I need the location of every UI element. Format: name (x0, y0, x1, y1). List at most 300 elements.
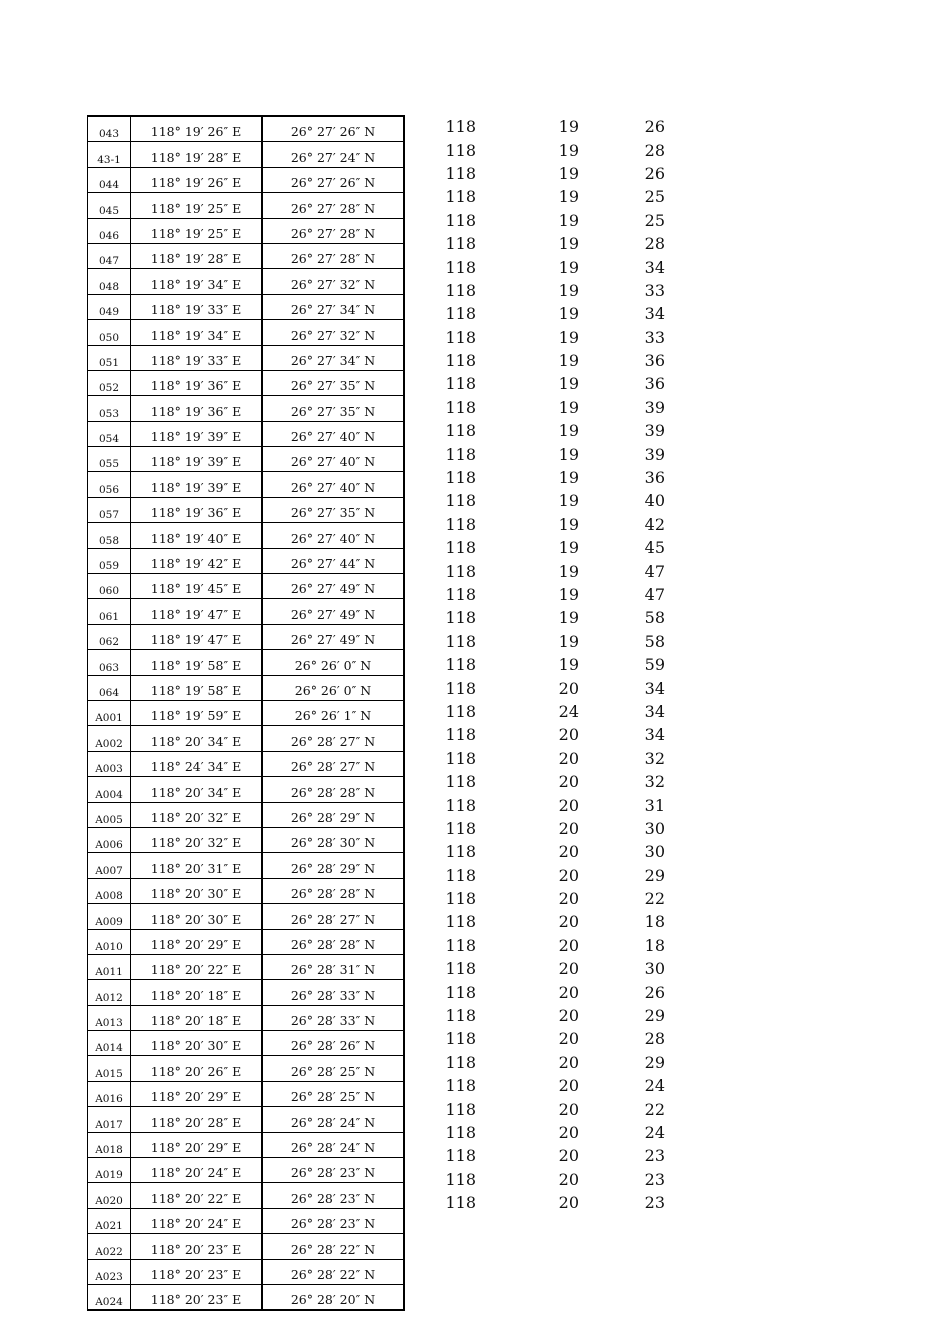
coordinate-row (88, 599, 405, 624)
coordinate-row (88, 1107, 405, 1132)
longitude-cell: 118° 19′ 39″ E (131, 447, 263, 472)
coordinate-row (88, 751, 405, 776)
seconds-cell: 24 (644, 1122, 665, 1142)
seconds-cell: 25 (644, 187, 665, 207)
point-id-cell: A018 (88, 1132, 131, 1157)
dms-row (405, 1144, 665, 1167)
minutes-cell: 20 (558, 772, 579, 792)
latitude-cell: 26° 28′ 27″ N (262, 904, 404, 929)
latitude-cell: 26° 27′ 24″ N (262, 142, 404, 167)
minutes-cell: 19 (558, 327, 579, 347)
seconds-cell: 42 (644, 514, 665, 534)
degrees-cell: 118 (445, 514, 476, 534)
longitude-cell: 118° 20′ 28″ E (131, 1107, 263, 1132)
coordinate-row (88, 447, 405, 472)
latitude-cell: 26° 28′ 25″ N (262, 1056, 404, 1081)
degrees-cell: 118 (445, 1052, 476, 1072)
minutes-cell: 19 (558, 561, 579, 581)
point-id-cell: 056 (88, 472, 131, 497)
seconds-cell: 28 (644, 140, 665, 160)
coordinate-row (88, 320, 405, 345)
seconds-cell: 28 (644, 1029, 665, 1049)
latitude-cell: 26° 27′ 40″ N (262, 447, 404, 472)
seconds-cell: 31 (644, 795, 665, 815)
coordinate-row (88, 116, 405, 142)
coordinate-row (88, 827, 405, 852)
seconds-cell: 26 (644, 163, 665, 183)
coordinate-row (88, 218, 405, 243)
minutes-cell: 20 (558, 935, 579, 955)
seconds-cell: 23 (644, 1146, 665, 1166)
coordinate-row (88, 675, 405, 700)
minutes-cell: 19 (558, 280, 579, 300)
degrees-cell: 118 (445, 889, 476, 909)
seconds-cell: 18 (644, 935, 665, 955)
dms-row (405, 747, 665, 770)
dms-row (405, 1004, 665, 1027)
coordinate-row (88, 167, 405, 192)
latitude-cell: 26° 28′ 29″ N (262, 802, 404, 827)
longitude-cell: 118° 20′ 23″ E (131, 1259, 263, 1284)
coordinate-row (88, 878, 405, 903)
point-id-cell: A002 (88, 726, 131, 751)
longitude-cell: 118° 20′ 24″ E (131, 1208, 263, 1233)
degrees-cell: 118 (445, 701, 476, 721)
seconds-cell: 29 (644, 1052, 665, 1072)
minutes-cell: 19 (558, 514, 579, 534)
coordinate-table-body (88, 116, 405, 1310)
latitude-cell: 26° 28′ 23″ N (262, 1183, 404, 1208)
latitude-cell: 26° 28′ 27″ N (262, 726, 404, 751)
point-id-cell: A007 (88, 853, 131, 878)
point-id-cell: 054 (88, 421, 131, 446)
degrees-cell: 118 (445, 491, 476, 511)
dms-row (405, 676, 665, 699)
seconds-cell: 34 (644, 725, 665, 745)
dms-row (405, 840, 665, 863)
dms-row (405, 630, 665, 653)
longitude-cell: 118° 19′ 26″ E (131, 167, 263, 192)
degrees-cell: 118 (445, 163, 476, 183)
latitude-cell: 26° 27′ 28″ N (262, 193, 404, 218)
degrees-cell: 118 (445, 1099, 476, 1119)
minutes-cell: 19 (558, 187, 579, 207)
seconds-cell: 36 (644, 374, 665, 394)
point-id-cell: 043 (88, 116, 131, 142)
dms-row (405, 489, 665, 512)
coordinate-row (88, 929, 405, 954)
longitude-cell: 118° 19′ 42″ E (131, 548, 263, 573)
degrees-cell: 118 (445, 795, 476, 815)
longitude-cell: 118° 20′ 32″ E (131, 827, 263, 852)
seconds-cell: 25 (644, 210, 665, 230)
coordinate-row (88, 574, 405, 599)
coordinate-row (88, 954, 405, 979)
dms-row (405, 910, 665, 933)
longitude-cell: 118° 19′ 58″ E (131, 650, 263, 675)
coordinate-row (88, 1259, 405, 1284)
dms-row (405, 1097, 665, 1120)
longitude-cell: 118° 20′ 34″ E (131, 726, 263, 751)
point-id-cell: A023 (88, 1259, 131, 1284)
latitude-cell: 26° 28′ 22″ N (262, 1259, 404, 1284)
seconds-cell: 23 (644, 1169, 665, 1189)
minutes-cell: 19 (558, 163, 579, 183)
coordinate-row (88, 396, 405, 421)
latitude-cell: 26° 28′ 33″ N (262, 1005, 404, 1030)
point-id-cell: A016 (88, 1081, 131, 1106)
dms-row (405, 606, 665, 629)
longitude-cell: 118° 19′ 59″ E (131, 700, 263, 725)
degrees-cell: 118 (445, 678, 476, 698)
dms-row (405, 232, 665, 255)
point-id-cell: 044 (88, 167, 131, 192)
coordinate-row (88, 497, 405, 522)
longitude-cell: 118° 19′ 25″ E (131, 193, 263, 218)
point-id-cell: 061 (88, 599, 131, 624)
degrees-cell: 118 (445, 327, 476, 347)
degrees-cell: 118 (445, 1122, 476, 1142)
longitude-cell: 118° 20′ 30″ E (131, 878, 263, 903)
point-id-cell: 051 (88, 345, 131, 370)
latitude-cell: 26° 27′ 28″ N (262, 243, 404, 268)
point-id-cell: 43-1 (88, 142, 131, 167)
minutes-cell: 20 (558, 959, 579, 979)
degrees-cell: 118 (445, 444, 476, 464)
point-id-cell: A014 (88, 1031, 131, 1056)
longitude-cell: 118° 19′ 33″ E (131, 345, 263, 370)
point-id-cell: 046 (88, 218, 131, 243)
seconds-cell: 26 (644, 982, 665, 1002)
coordinate-row (88, 345, 405, 370)
seconds-cell: 58 (644, 608, 665, 628)
dms-row (405, 1074, 665, 1097)
seconds-cell: 36 (644, 351, 665, 371)
dms-row (405, 723, 665, 746)
longitude-cell: 118° 20′ 31″ E (131, 853, 263, 878)
coordinate-row (88, 472, 405, 497)
degrees-cell: 118 (445, 935, 476, 955)
dms-row (405, 653, 665, 676)
longitude-cell: 118° 20′ 34″ E (131, 777, 263, 802)
degrees-cell: 118 (445, 818, 476, 838)
coordinate-row (88, 243, 405, 268)
longitude-dms-table (405, 115, 665, 1214)
longitude-cell: 118° 19′ 58″ E (131, 675, 263, 700)
coordinate-table (87, 115, 405, 1311)
degrees-cell: 118 (445, 117, 476, 137)
point-id-cell: 052 (88, 370, 131, 395)
minutes-cell: 19 (558, 468, 579, 488)
point-id-cell: 064 (88, 675, 131, 700)
coordinate-row (88, 1056, 405, 1081)
coordinate-row (88, 777, 405, 802)
minutes-cell: 19 (558, 374, 579, 394)
dms-row (405, 349, 665, 372)
degrees-cell: 118 (445, 538, 476, 558)
minutes-cell: 20 (558, 912, 579, 932)
latitude-cell: 26° 27′ 35″ N (262, 370, 404, 395)
seconds-cell: 22 (644, 1099, 665, 1119)
point-id-cell: A020 (88, 1183, 131, 1208)
minutes-cell: 20 (558, 1169, 579, 1189)
point-id-cell: A003 (88, 751, 131, 776)
longitude-cell: 118° 20′ 23″ E (131, 1284, 263, 1310)
point-id-cell: A022 (88, 1234, 131, 1259)
latitude-cell: 26° 27′ 34″ N (262, 294, 404, 319)
coordinate-row (88, 980, 405, 1005)
seconds-cell: 36 (644, 468, 665, 488)
minutes-cell: 20 (558, 1099, 579, 1119)
point-id-cell: 062 (88, 624, 131, 649)
minutes-cell: 20 (558, 1006, 579, 1026)
dms-row (405, 209, 665, 232)
latitude-cell: 26° 28′ 27″ N (262, 751, 404, 776)
coordinate-row (88, 523, 405, 548)
dms-row (405, 279, 665, 302)
minutes-cell: 19 (558, 631, 579, 651)
point-id-cell: A021 (88, 1208, 131, 1233)
point-id-cell: 058 (88, 523, 131, 548)
degrees-cell: 118 (445, 912, 476, 932)
longitude-cell: 118° 19′ 39″ E (131, 421, 263, 446)
point-id-cell: A017 (88, 1107, 131, 1132)
dms-row (405, 864, 665, 887)
longitude-cell: 118° 19′ 28″ E (131, 142, 263, 167)
degrees-cell: 118 (445, 1193, 476, 1213)
seconds-cell: 34 (644, 257, 665, 277)
dms-row (405, 536, 665, 559)
minutes-cell: 20 (558, 795, 579, 815)
coordinate-row (88, 269, 405, 294)
dms-row (405, 326, 665, 349)
longitude-cell: 118° 20′ 22″ E (131, 1183, 263, 1208)
seconds-cell: 28 (644, 234, 665, 254)
degrees-cell: 118 (445, 397, 476, 417)
coordinate-row (88, 624, 405, 649)
degrees-cell: 118 (445, 725, 476, 745)
point-id-cell: A012 (88, 980, 131, 1005)
point-id-cell: 049 (88, 294, 131, 319)
longitude-cell: 118° 20′ 29″ E (131, 929, 263, 954)
longitude-cell: 118° 20′ 23″ E (131, 1234, 263, 1259)
minutes-cell: 20 (558, 842, 579, 862)
latitude-cell: 26° 28′ 23″ N (262, 1208, 404, 1233)
degrees-cell: 118 (445, 1076, 476, 1096)
degrees-cell: 118 (445, 561, 476, 581)
seconds-cell: 22 (644, 889, 665, 909)
latitude-cell: 26° 27′ 49″ N (262, 574, 404, 599)
longitude-dms-table-body (405, 115, 665, 1214)
longitude-cell: 118° 20′ 18″ E (131, 980, 263, 1005)
longitude-cell: 118° 20′ 29″ E (131, 1132, 263, 1157)
latitude-cell: 26° 28′ 33″ N (262, 980, 404, 1005)
latitude-cell: 26° 28′ 30″ N (262, 827, 404, 852)
degrees-cell: 118 (445, 187, 476, 207)
longitude-cell: 118° 19′ 36″ E (131, 370, 263, 395)
latitude-cell: 26° 27′ 32″ N (262, 269, 404, 294)
latitude-cell: 26° 27′ 49″ N (262, 599, 404, 624)
minutes-cell: 20 (558, 1122, 579, 1142)
coordinate-row (88, 853, 405, 878)
degrees-cell: 118 (445, 351, 476, 371)
coordinate-row (88, 1081, 405, 1106)
longitude-cell: 118° 24′ 34″ E (131, 751, 263, 776)
dms-row (405, 1027, 665, 1050)
coordinate-row (88, 1158, 405, 1183)
longitude-cell: 118° 19′ 34″ E (131, 269, 263, 294)
degrees-cell: 118 (445, 234, 476, 254)
coordinate-row (88, 904, 405, 929)
latitude-cell: 26° 27′ 49″ N (262, 624, 404, 649)
seconds-cell: 40 (644, 491, 665, 511)
point-id-cell: A019 (88, 1158, 131, 1183)
dms-row (405, 793, 665, 816)
dms-row (405, 115, 665, 138)
dms-row (405, 138, 665, 161)
point-id-cell: A011 (88, 954, 131, 979)
seconds-cell: 39 (644, 421, 665, 441)
dms-row (405, 396, 665, 419)
coordinate-row (88, 1183, 405, 1208)
latitude-cell: 26° 28′ 24″ N (262, 1107, 404, 1132)
latitude-cell: 26° 27′ 40″ N (262, 472, 404, 497)
minutes-cell: 19 (558, 140, 579, 160)
minutes-cell: 20 (558, 889, 579, 909)
point-id-cell: A006 (88, 827, 131, 852)
dms-row (405, 302, 665, 325)
seconds-cell: 47 (644, 585, 665, 604)
latitude-cell: 26° 28′ 31″ N (262, 954, 404, 979)
degrees-cell: 118 (445, 748, 476, 768)
dms-row (405, 1191, 665, 1214)
minutes-cell: 19 (558, 421, 579, 441)
longitude-cell: 118° 20′ 26″ E (131, 1056, 263, 1081)
seconds-cell: 29 (644, 865, 665, 885)
coordinate-row (88, 802, 405, 827)
seconds-cell: 32 (644, 772, 665, 792)
coordinate-row (88, 294, 405, 319)
minutes-cell: 20 (558, 748, 579, 768)
seconds-cell: 34 (644, 304, 665, 324)
dms-row (405, 442, 665, 465)
dms-row (405, 559, 665, 582)
dms-row (405, 583, 665, 606)
point-id-cell: 050 (88, 320, 131, 345)
latitude-cell: 26° 28′ 22″ N (262, 1234, 404, 1259)
seconds-cell: 39 (644, 444, 665, 464)
latitude-cell: 26° 28′ 28″ N (262, 777, 404, 802)
coordinate-row (88, 548, 405, 573)
seconds-cell: 29 (644, 1006, 665, 1026)
coordinate-row (88, 700, 405, 725)
point-id-cell: A010 (88, 929, 131, 954)
degrees-cell: 118 (445, 140, 476, 160)
latitude-cell: 26° 26′ 1″ N (262, 700, 404, 725)
degrees-cell: 118 (445, 1146, 476, 1166)
coordinate-row (88, 142, 405, 167)
point-id-cell: A008 (88, 878, 131, 903)
minutes-cell: 19 (558, 234, 579, 254)
latitude-cell: 26° 28′ 26″ N (262, 1031, 404, 1056)
point-id-cell: A009 (88, 904, 131, 929)
minutes-cell: 19 (558, 257, 579, 277)
longitude-cell: 118° 20′ 29″ E (131, 1081, 263, 1106)
dms-row (405, 980, 665, 1003)
coordinate-row (88, 1234, 405, 1259)
degrees-cell: 118 (445, 304, 476, 324)
point-id-cell: 045 (88, 193, 131, 218)
degrees-cell: 118 (445, 257, 476, 277)
minutes-cell: 20 (558, 1146, 579, 1166)
longitude-cell: 118° 19′ 39″ E (131, 472, 263, 497)
point-id-cell: 047 (88, 243, 131, 268)
latitude-cell: 26° 27′ 26″ N (262, 116, 404, 142)
latitude-cell: 26° 27′ 32″ N (262, 320, 404, 345)
seconds-cell: 33 (644, 327, 665, 347)
dms-row (405, 1051, 665, 1074)
latitude-cell: 26° 27′ 40″ N (262, 523, 404, 548)
longitude-cell: 118° 19′ 33″ E (131, 294, 263, 319)
coordinate-row (88, 726, 405, 751)
degrees-cell: 118 (445, 468, 476, 488)
dms-row (405, 466, 665, 489)
longitude-cell: 118° 20′ 32″ E (131, 802, 263, 827)
degrees-cell: 118 (445, 280, 476, 300)
dms-row (405, 255, 665, 278)
seconds-cell: 26 (644, 117, 665, 137)
minutes-cell: 19 (558, 304, 579, 324)
dms-row (405, 887, 665, 910)
latitude-cell: 26° 28′ 25″ N (262, 1081, 404, 1106)
coordinate-row (88, 1031, 405, 1056)
minutes-cell: 19 (558, 491, 579, 511)
latitude-cell: 26° 26′ 0″ N (262, 675, 404, 700)
dms-row (405, 957, 665, 980)
seconds-cell: 58 (644, 631, 665, 651)
degrees-cell: 118 (445, 374, 476, 394)
seconds-cell: 47 (644, 561, 665, 581)
minutes-cell: 24 (558, 701, 579, 721)
point-id-cell: 055 (88, 447, 131, 472)
degrees-cell: 118 (445, 585, 476, 604)
minutes-cell: 20 (558, 1052, 579, 1072)
minutes-cell: 19 (558, 608, 579, 628)
latitude-cell: 26° 26′ 0″ N (262, 650, 404, 675)
seconds-cell: 23 (644, 1193, 665, 1213)
degrees-cell: 118 (445, 421, 476, 441)
longitude-cell: 118° 19′ 25″ E (131, 218, 263, 243)
dms-row (405, 817, 665, 840)
point-id-cell: 059 (88, 548, 131, 573)
degrees-cell: 118 (445, 1169, 476, 1189)
minutes-cell: 19 (558, 397, 579, 417)
minutes-cell: 20 (558, 678, 579, 698)
minutes-cell: 20 (558, 818, 579, 838)
longitude-cell: 118° 20′ 18″ E (131, 1005, 263, 1030)
latitude-cell: 26° 27′ 34″ N (262, 345, 404, 370)
longitude-cell: 118° 19′ 40″ E (131, 523, 263, 548)
point-id-cell: A013 (88, 1005, 131, 1030)
degrees-cell: 118 (445, 210, 476, 230)
minutes-cell: 20 (558, 725, 579, 745)
coordinate-row (88, 193, 405, 218)
point-id-cell: 060 (88, 574, 131, 599)
coordinate-row (88, 370, 405, 395)
degrees-cell: 118 (445, 772, 476, 792)
seconds-cell: 30 (644, 818, 665, 838)
point-id-cell: 053 (88, 396, 131, 421)
